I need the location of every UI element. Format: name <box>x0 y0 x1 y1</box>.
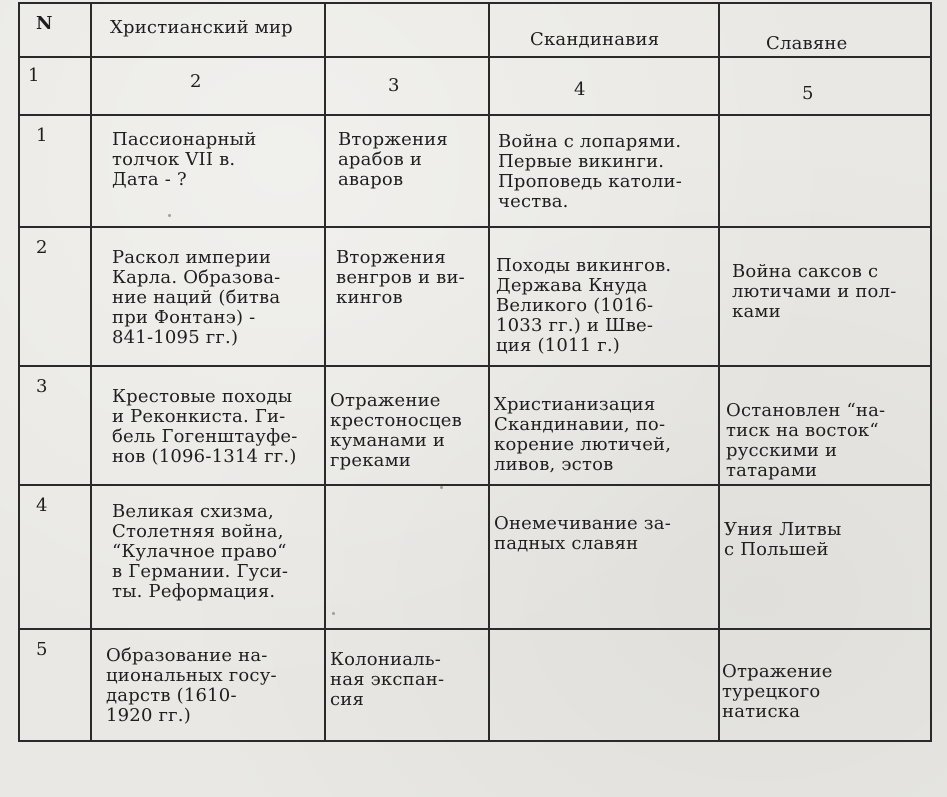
number-cell <box>719 57 931 115</box>
scandinavia-text: Походы викингов. Держава Кнуда Великого (1016- 1033 гг.) и Шве- ция (1011 г.) <box>496 255 672 356</box>
scan-speck <box>440 486 443 489</box>
col3-cell <box>325 115 489 227</box>
number-cell <box>19 57 91 115</box>
column-number: 2 <box>190 71 202 92</box>
header-cell-christian <box>91 3 325 57</box>
scan-speck <box>332 612 335 615</box>
row-number-cell <box>19 227 91 366</box>
table-row <box>19 366 931 485</box>
header-cell-scandinavia <box>489 3 719 57</box>
row-number: 4 <box>36 495 48 516</box>
header-col3-label <box>326 4 488 18</box>
header-scandinavia-label: Скандинавия <box>530 29 660 50</box>
header-row <box>19 3 931 57</box>
col3-text <box>326 486 488 492</box>
row-number-cell <box>19 115 91 227</box>
scandinavia-cell <box>489 629 719 741</box>
col3-cell <box>325 227 489 366</box>
header-no-label: N <box>36 13 53 34</box>
scandinavia-text: Онемечивание за- падных славян <box>494 513 672 554</box>
scandinavia-cell <box>489 366 719 485</box>
christian-text: Крестовые походы и Реконкиста. Ги- бель Гогенштауфе- нов (1096-1314 гг.) <box>112 386 298 467</box>
row-number: 3 <box>36 376 48 397</box>
scandinavia-text: Война с лопарями. Первые викинги. Проповедь католи- чества. <box>498 131 682 212</box>
col3-text: Вторжения венгров и ви- кингов <box>336 247 465 308</box>
scandinavia-cell <box>489 115 719 227</box>
slavs-text <box>720 116 930 122</box>
header-slavs-label: Славяне <box>766 33 848 54</box>
scandinavia-cell <box>489 227 719 366</box>
column-number: 5 <box>802 83 814 104</box>
historical-table <box>18 2 932 742</box>
slavs-text: Отражение турецкого натиска <box>722 661 833 722</box>
table-row <box>19 629 931 741</box>
col3-cell <box>325 485 489 629</box>
slavs-text: Уния Литвы с Польшей <box>724 519 842 560</box>
column-number: 1 <box>28 65 40 86</box>
scandinavia-text <box>490 630 718 636</box>
table-row <box>19 485 931 629</box>
table-row <box>19 227 931 366</box>
christian-cell <box>91 115 325 227</box>
row-number-cell <box>19 366 91 485</box>
christian-text: Великая схизма, Столетняя война, “Кулачное право“ в Германии. Гуси- ты. Реформация. <box>112 501 289 602</box>
row-number-cell <box>19 485 91 629</box>
numbering-row <box>19 57 931 115</box>
slavs-text: Остановлен “на- тиск на восток“ русскими и татарами <box>726 400 886 481</box>
col3-cell <box>325 629 489 741</box>
number-cell <box>325 57 489 115</box>
col3-text: Отражение крестоносцев куманами и греками <box>330 390 462 471</box>
christian-text: Раскол империи Карла. Образова- ние наций (битва при Фонтанэ) - 841-1095 гг.) <box>112 247 281 348</box>
col3-text: Вторжения арабов и аваров <box>338 129 448 190</box>
slavs-text: Война саксов с лютичами и пол- ками <box>732 261 897 322</box>
header-christian-label: Христианский мир <box>110 17 293 38</box>
scan-speck <box>168 214 171 217</box>
slavs-cell <box>719 366 931 485</box>
slavs-cell <box>719 227 931 366</box>
slavs-cell <box>719 485 931 629</box>
slavs-cell <box>719 115 931 227</box>
header-cell-no <box>19 3 91 57</box>
slavs-cell <box>719 629 931 741</box>
column-number: 3 <box>388 75 400 96</box>
number-cell <box>489 57 719 115</box>
christian-cell <box>91 629 325 741</box>
row-number: 1 <box>36 125 48 146</box>
row-number: 5 <box>36 639 48 660</box>
table-row <box>19 115 931 227</box>
number-cell <box>91 57 325 115</box>
scandinavia-cell <box>489 485 719 629</box>
row-number-cell <box>19 629 91 741</box>
header-cell-slavs <box>719 3 931 57</box>
column-number: 4 <box>574 79 586 100</box>
christian-text: Пассионарный толчок VII в. Дата - ? <box>112 129 257 190</box>
christian-text: Образование на- циональных госу- дарств (1610- 1920 гг.) <box>106 645 277 726</box>
christian-cell <box>91 366 325 485</box>
christian-cell <box>91 485 325 629</box>
christian-cell <box>91 227 325 366</box>
scandinavia-text: Христианизация Скандинавии, по- корение лютичей, ливов, эстов <box>494 394 672 475</box>
row-number: 2 <box>36 237 48 258</box>
col3-text: Колониаль- ная экспан- сия <box>330 649 445 710</box>
header-cell-col3 <box>325 3 489 57</box>
col3-cell <box>325 366 489 485</box>
